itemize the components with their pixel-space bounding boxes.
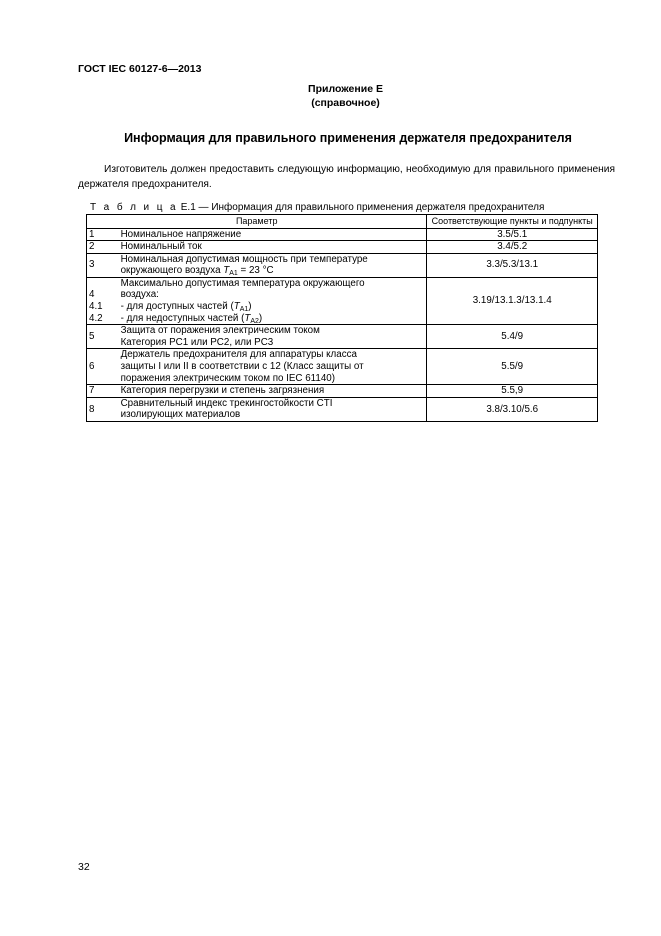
annex-subtitle: (справочное) <box>311 97 380 109</box>
row-parameter-text: ) <box>258 312 263 324</box>
row-parameter-line: защиты I или II в соответствии с 12 (Класс защиты от <box>120 361 364 373</box>
row-parameter-text: - для доступных частей ( <box>120 301 234 313</box>
row-number-line <box>89 278 117 290</box>
row-parameter <box>119 397 427 421</box>
row-parameter-text: = 23 °C <box>237 265 274 277</box>
row-number: 2 <box>87 241 119 254</box>
annex-block <box>0 82 661 110</box>
header-param: Параметр <box>87 215 427 229</box>
row-parameter-line: изолирующих материалов <box>120 409 241 421</box>
row-reference: 5.5/9 <box>427 349 598 385</box>
row-parameter-text: - для недоступных частей ( <box>120 312 245 324</box>
row-parameter-text: окружающего воздуха <box>120 265 224 277</box>
row-number-line: 4.1 <box>89 301 103 313</box>
row-reference: 5.4/9 <box>427 325 598 349</box>
row-parameter: Категория перегрузки и степень загрязнения <box>119 385 427 398</box>
table-row <box>87 277 598 324</box>
table-row <box>87 253 598 277</box>
row-number: 6 <box>87 349 119 385</box>
row-parameter-line <box>121 301 425 313</box>
row-parameter <box>119 277 427 324</box>
row-reference: 3.5/5.1 <box>427 228 598 241</box>
row-parameter <box>119 253 427 277</box>
row-number: 5 <box>87 325 119 349</box>
row-parameter-line: Держатель предохранителя для аппаратуры класса <box>120 349 357 361</box>
table-caption-prefix: Т а б л и ц а <box>90 202 178 213</box>
intro-paragraph: Изготовитель должен предоставить следующую информацию, необходимую для правильного применения держателя предохранителя. <box>78 164 615 190</box>
row-parameter: Номинальное напряжение <box>119 228 427 241</box>
table-row <box>87 228 598 241</box>
row-reference: 5.5,9 <box>427 385 598 398</box>
info-table <box>86 214 598 422</box>
row-number-line: 4 <box>89 289 95 301</box>
table-row <box>87 241 598 254</box>
row-number <box>87 277 119 324</box>
temperature-subscript: A1 <box>229 270 238 278</box>
table-row <box>87 325 598 349</box>
page-number: 32 <box>78 861 90 873</box>
row-parameter-line: поражения электрическим током по IEC 61140) <box>120 372 336 384</box>
row-parameter-line <box>121 313 425 325</box>
temperature-symbol: T <box>233 301 240 313</box>
table-row <box>87 349 598 385</box>
row-number: 7 <box>87 385 119 398</box>
table-caption <box>90 202 544 213</box>
table-row <box>87 385 598 398</box>
table-header-row <box>87 215 598 229</box>
row-number: 1 <box>87 228 119 241</box>
temperature-symbol: T <box>244 312 251 324</box>
row-parameter-line: Категория PC1 или PC2, или PC3 <box>120 336 274 348</box>
row-number: 8 <box>87 397 119 421</box>
row-parameter-line: воздуха: <box>120 289 159 301</box>
row-parameter <box>119 325 427 349</box>
row-reference: 3.19/13.1.3/13.1.4 <box>427 277 598 324</box>
temperature-subscript: A1 <box>239 306 249 314</box>
table-caption-text: Е.1 — Информация для правильного применения держателя предохранителя <box>177 202 545 213</box>
temperature-subscript: A2 <box>250 317 259 325</box>
row-parameter-line <box>121 265 425 277</box>
row-number-line: 4.2 <box>89 312 103 324</box>
row-parameter-line: Максимально допустимая температура окружающего <box>120 277 365 289</box>
row-parameter-line: Защита от поражения электрическим током <box>120 325 320 337</box>
row-parameter <box>119 349 427 385</box>
annex-title: Приложение Е <box>308 83 383 95</box>
row-parameter-line: Сравнительный индекс трекингостойкости CTI <box>120 397 333 409</box>
row-parameter-text: ) <box>248 301 252 313</box>
temperature-symbol: T <box>223 265 230 277</box>
section-heading: Информация для правильного применения держателя предохранителя <box>124 131 572 145</box>
row-number: 3 <box>87 253 119 277</box>
row-reference: 3.4/5.2 <box>427 241 598 254</box>
table-row <box>87 397 598 421</box>
row-parameter: Номинальный ток <box>119 241 427 254</box>
row-reference: 3.3/5.3/13.1 <box>427 253 598 277</box>
standard-header: ГОСТ IEC 60127-6—2013 <box>78 63 202 75</box>
row-parameter-line: Номинальная допустимая мощность при температуре <box>120 253 368 265</box>
row-reference: 3.8/3.10/5.6 <box>427 397 598 421</box>
header-refs: Соответствующие пункты и подпункты <box>427 215 598 229</box>
